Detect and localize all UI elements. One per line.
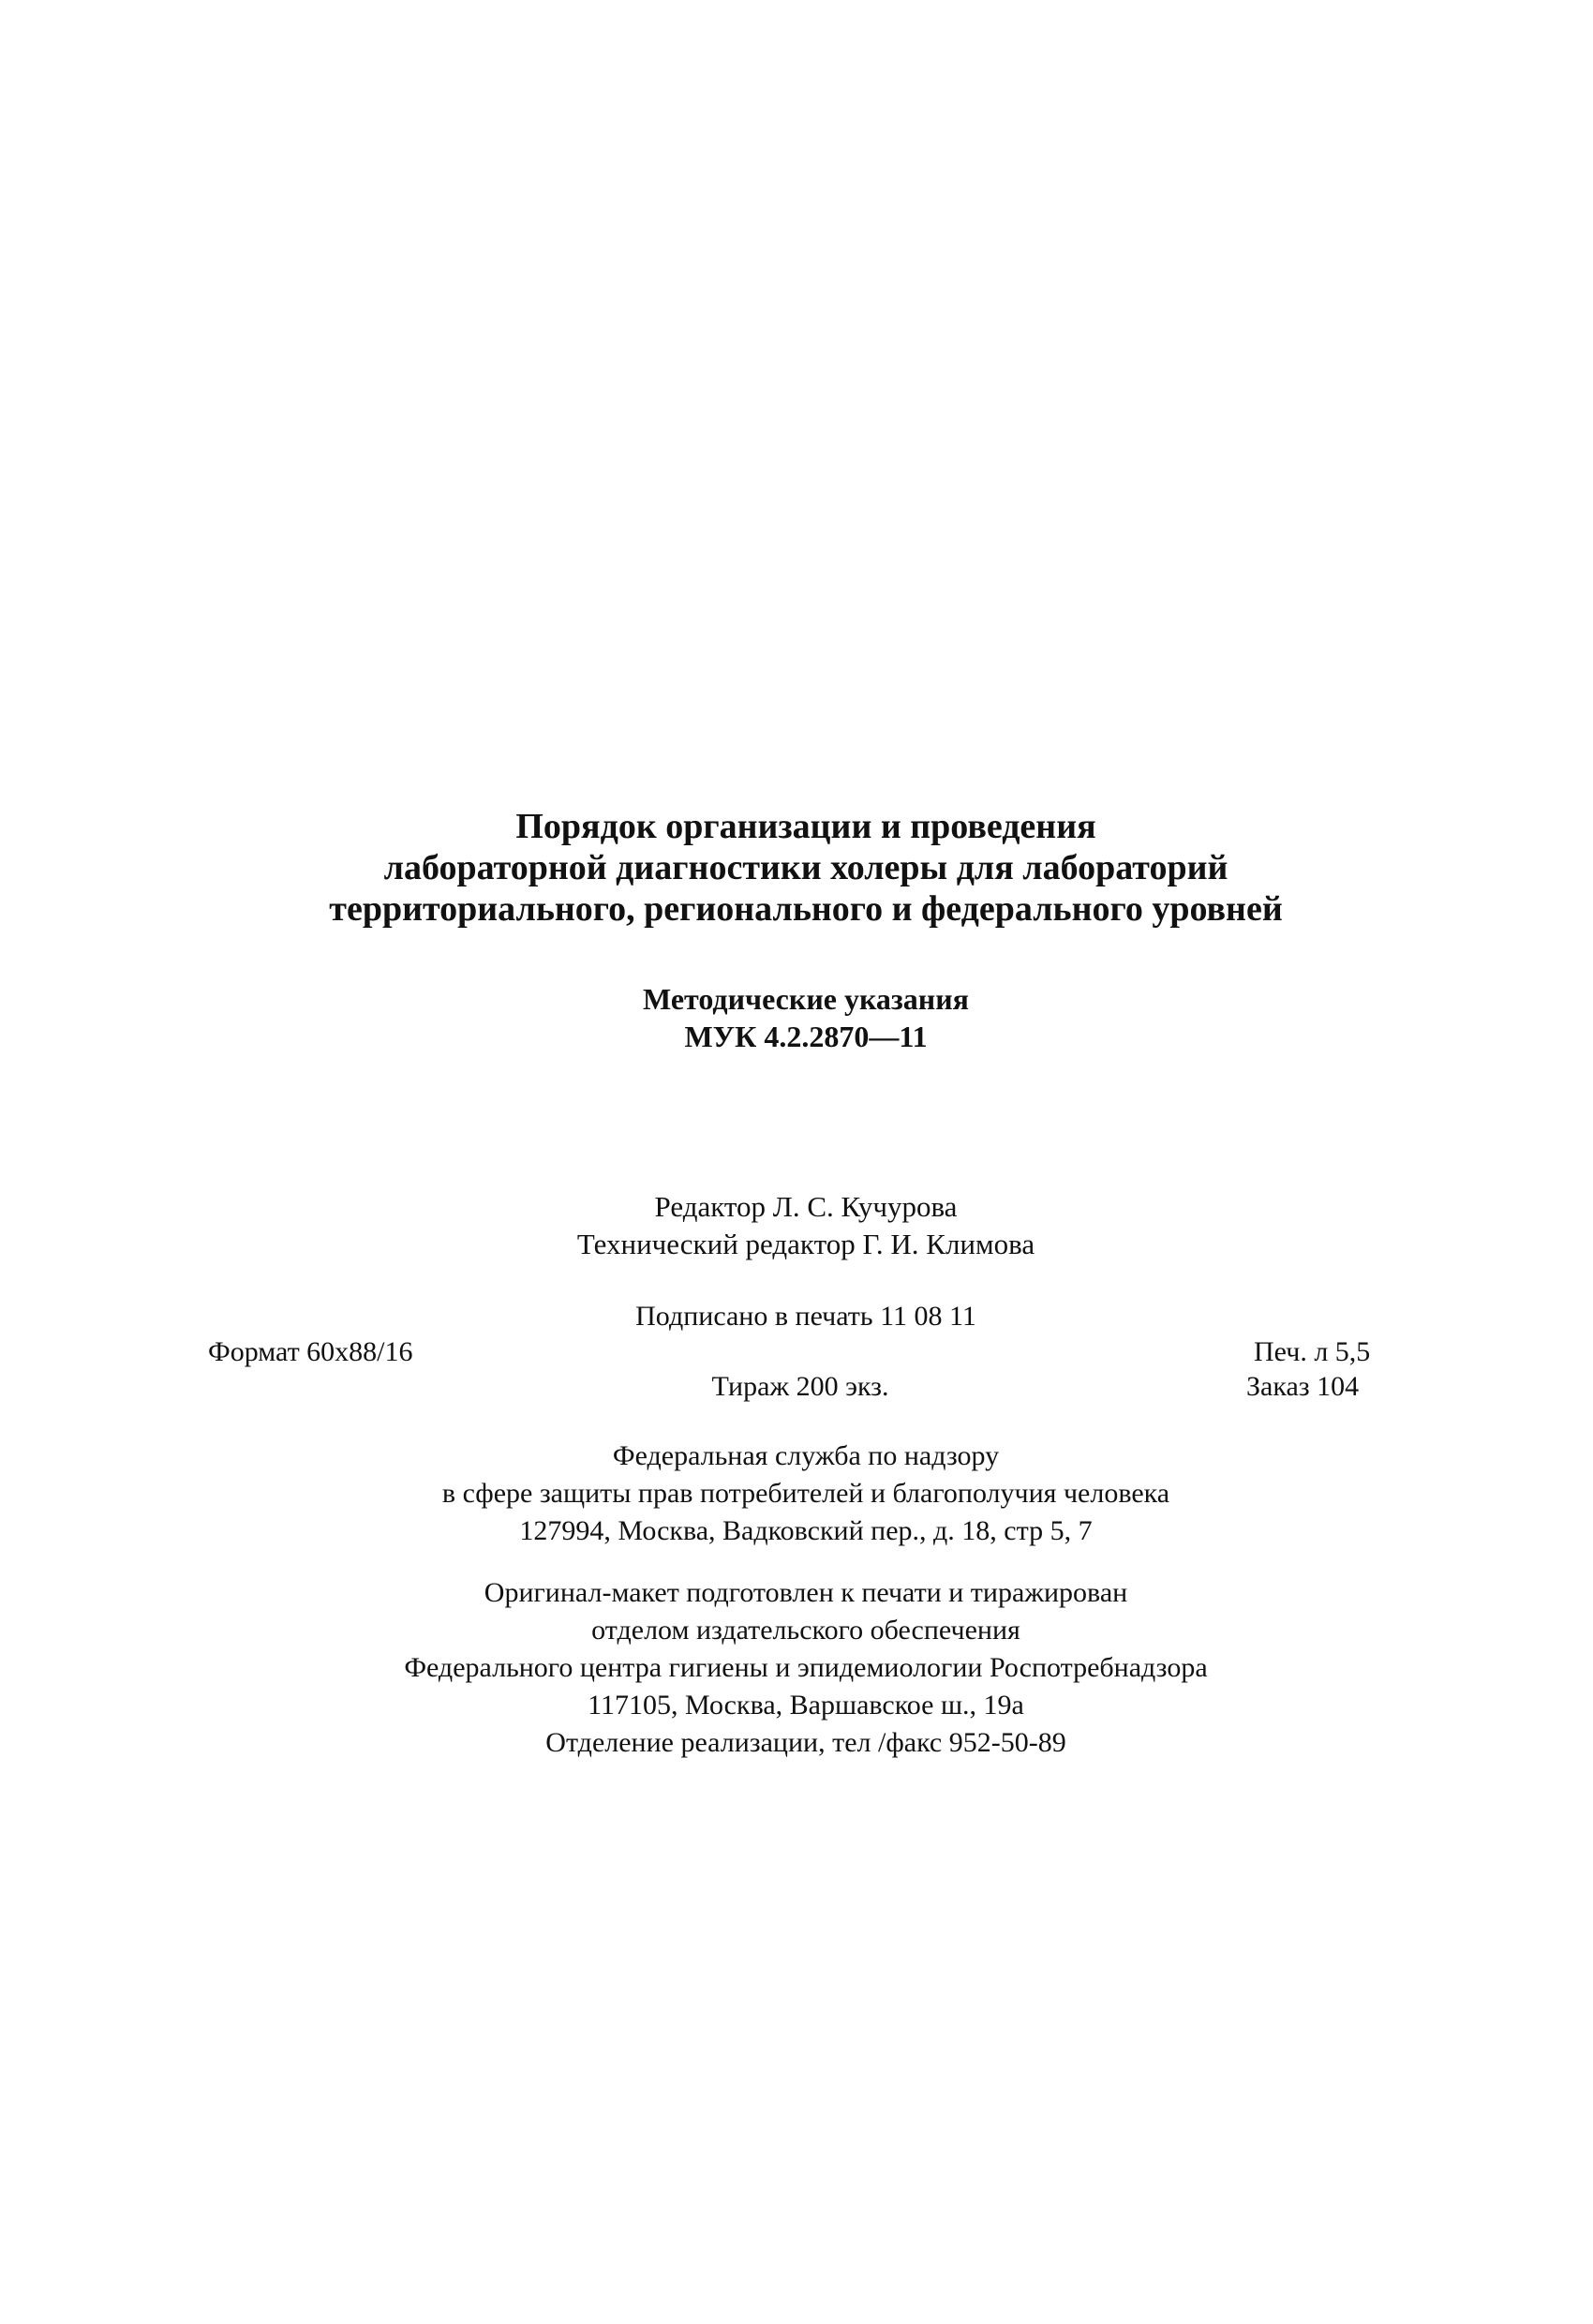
agency-block (0, 1438, 1593, 1550)
agency-line-2: в сфере защиты прав потребителей и благополучия человека (441, 1478, 1170, 1509)
title-line-3: территориального, регионального и федерального уровней (329, 889, 1283, 929)
publisher-line-1: Оригинал-макет подготовлен к печати и тиражирован (484, 1577, 1128, 1608)
signed-date (0, 1300, 1593, 1333)
agency-line-1: Федеральная служба по надзору (612, 1440, 1000, 1471)
document-subtitle (0, 980, 1593, 1055)
circulation: Тираж 200 экз. (711, 1371, 889, 1402)
agency-address: 127994, Москва, Вадковский пер., д. 18, стр 5, 7 (519, 1515, 1093, 1546)
publisher-address: 117105, Москва, Варшавское ш., 19а (588, 1690, 1024, 1721)
editors-block (0, 1188, 1593, 1263)
document-code: МУК 4.2.2870—11 (684, 1020, 928, 1053)
title-line-1: Порядок организации и проведения (515, 807, 1096, 846)
publisher-line-2: отделом издательского обеспечения (591, 1615, 1020, 1646)
print-sheets: Печ. л 5,5 (1254, 1336, 1371, 1367)
publisher-phone: Отделение реализации, тел /факс 952-50-89 (545, 1727, 1066, 1758)
document-title (0, 806, 1593, 930)
publisher-block (0, 1574, 1593, 1762)
order-number: Заказ 104 (1246, 1371, 1360, 1402)
document-type: Методические указания (643, 982, 969, 1016)
publisher-line-3: Федерального центра гигиены и эпидемиологии Роспотребнадзора (404, 1652, 1208, 1683)
editor-name: Редактор Л. С. Кучурова (654, 1190, 958, 1223)
signed-date-text: Подписано в печать 11 08 11 (635, 1301, 976, 1332)
technical-editor-name: Технический редактор Г. И. Климова (576, 1228, 1035, 1260)
paper-format: Формат 60x88/16 (208, 1336, 413, 1367)
title-line-2: лабораторной диагностики холеры для лабораторий (383, 848, 1228, 887)
